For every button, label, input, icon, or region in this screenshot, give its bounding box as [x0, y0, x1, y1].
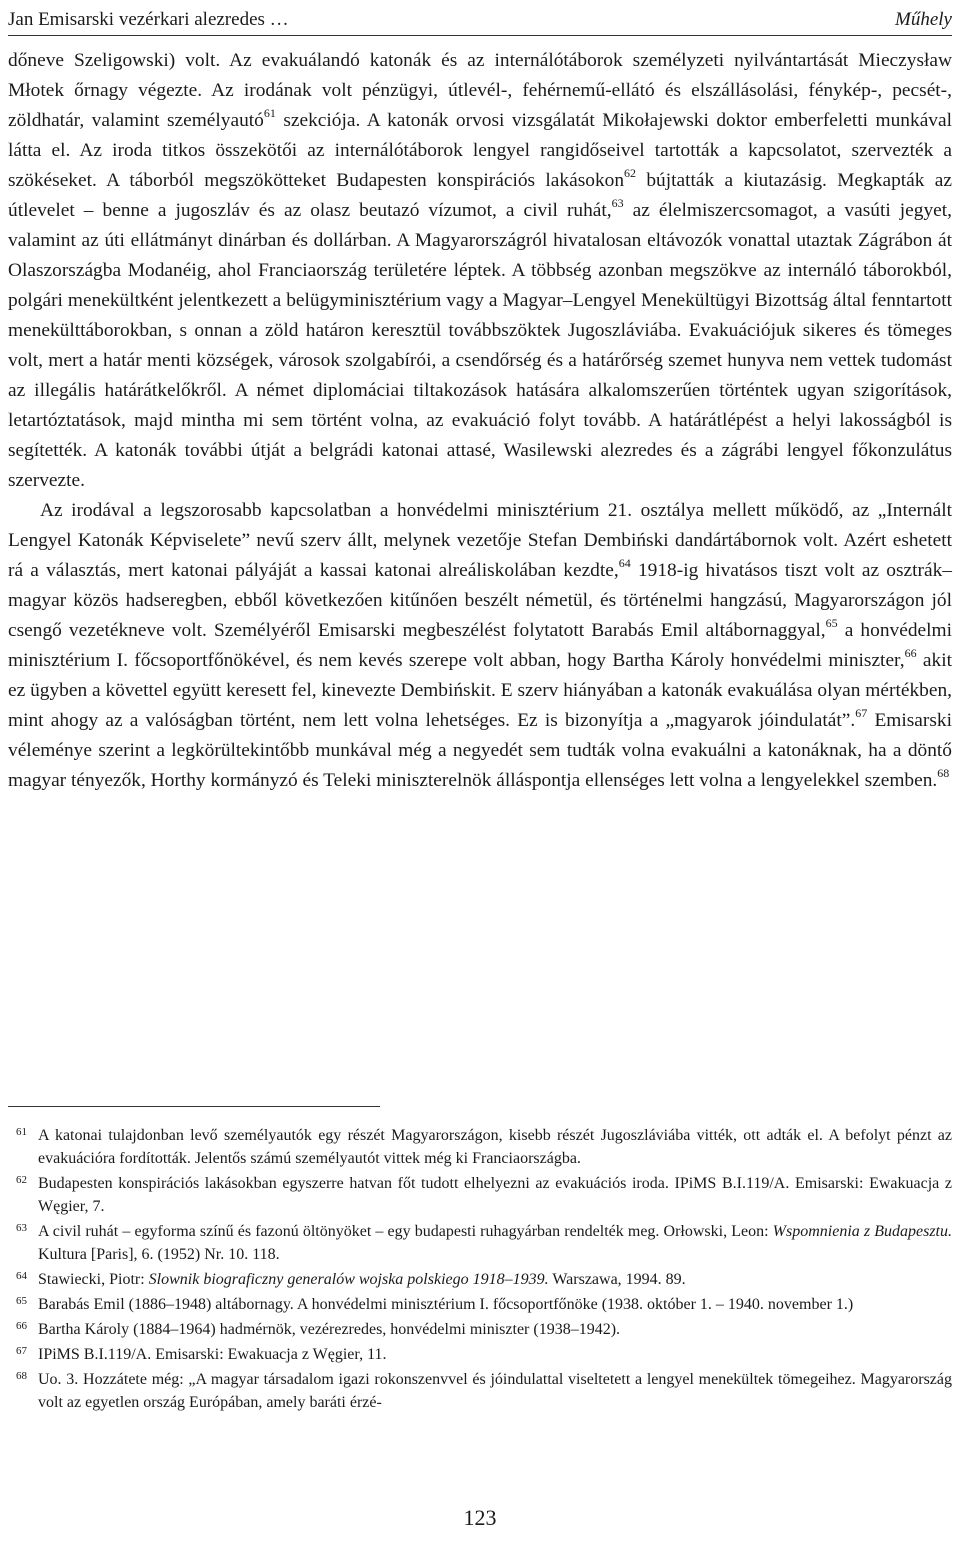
text-run: a honvédelmi minisztérium I. főcsoportfőnökével, és nem kevés szerepe volt abban, hogy Bartha Károly honvédelmi miniszter,: [8, 620, 952, 671]
source-title: Wspomnienia z Budapesztu.: [772, 1223, 953, 1240]
text-run: Emisarski véleménye szerint a legkörültekintőbb munkával még a negyedét sem tudták volna evakuálni a katonáknak, ha a döntő magyar tényezők, Horthy kormányzó és Teleki miniszterelnök álláspontja ellenséges lett volna a lengyelekkel szemben.: [8, 710, 953, 791]
text-run: akit ez ügyben a követtel együtt keresett fel, kinevezte Dembińskit. E szerv hiányában a katonák evakuálása olyan mértékben, mint ahogy az a valóságban történt, nem lett volna lehetséges. Ez is bizonyítja a „magyarok jóindulatát”.: [8, 650, 952, 731]
footnote-ref-62[interactable]: 62: [624, 165, 637, 180]
footnote-ref-64[interactable]: 64: [618, 555, 631, 570]
paragraph-1: [8, 46, 952, 496]
text-run: bújtatták a kiutazásig. Megkapták az útlevelet – benne a jugoszláv és az olasz beutazó vízumot, a civil ruhát,: [8, 170, 952, 221]
footnote-text: A katonai tulajdonban levő személyautók egy részét Magyarországon, kisebb részét Jugoszláviába vitték, ott adták el. A befolyt pénzt az evakuációra fordították. Jelentős számú személyautót vittek még ki Franciaországba.: [38, 1127, 952, 1167]
footnote-number: 66: [16, 1320, 27, 1332]
footnote-64: [8, 1268, 952, 1291]
footnote-text: Barabás Emil (1886–1948) altábornagy. A honvédelmi minisztérium I. főcsoportfőnöke (1938. október 1. – 1940. november 1.): [38, 1296, 854, 1313]
footnote-separator: [8, 1106, 380, 1107]
text-run: az élelmiszercsomagot, a vasúti jegyet, valamint az úti ellátmányt dinárban és dollárban. A Magyarországról hivatalosan eltávozók vonattal utaztak Zágrábon át Olaszországba Modanéig, ahol Franciaország területére léptek. A többség azonban megszökve az internáló táborokból, polgári menekültként jelentkezett a belügyminisztérium vagy a Magyar–Lengyel Menekültügyi Bizottság által fenntartott menekülttáborokban, s onnan a zöld határon keresztül továbbszöktek Jugoszláviába. Evakuációjuk sikeres és tömeges volt, mert a határ menti községek, városok szolgabírói, a csendőrség és a határőrség szemet hunyva nem vettek tudomást az illegális határátkelőkről. A német diplomáciai tiltakozások hatására alkalomszerűen történtek ugyan szigorítások, letartóztatások, majd mintha mi sem történt volna, az evakuáció folyt tovább. A határátlépést a helyi lakosságból is segítették. A katonák további útját a belgrádi katonai attasé, Wasilewski alezredes és a zágrábi lengyel főkonzulátus szervezte.: [8, 200, 952, 491]
text-run: 1918-ig hivatásos tiszt volt az osztrák–magyar közös hadseregben, ebből következően kitűnően beszélt németül, és történelmi hangzású, Magyarországon jól csengő vezetékneve volt. Személyéről Emisarski megbeszélést folytatott Barabás Emil altábornaggyal,: [8, 560, 952, 641]
text-run: Az irodával a legszorosabb kapcsolatban a honvédelmi minisztérium 21. osztálya mellett működő, az „Internált Lengyel Katonák Képviselete” nevű szerv állt, melynek vezetője Stefan Dembiński dandártábornok volt. Azért eshetett rá a választás, mert katonai pályáját a kassai katonai alreáliskolában kezdte,: [8, 500, 952, 581]
text-run: Warszawa, 1994. 89.: [548, 1271, 686, 1288]
text-run: Kultura [Paris], 6. (1952) Nr. 10. 118.: [38, 1246, 280, 1263]
footnote-text: Budapesten konspirációs lakásokban egyszerre hatvan főt tudott elhelyezni az evakuációs iroda. IPiMS B.I.119/A. Emisarski: Ewakuacja z Węgier, 7.: [38, 1175, 952, 1215]
footnote-ref-66[interactable]: 66: [904, 645, 917, 660]
footnote-text: Bartha Károly (1884–1964) hadmérnök, vezérezredes, honvédelmi miniszter (1938–1942).: [38, 1321, 621, 1338]
footnote-67: [8, 1343, 952, 1366]
source-title: Slownik biograficzny generalów wojska polskiego 1918–1939.: [148, 1271, 549, 1288]
footnote-63: [8, 1220, 952, 1266]
footnote-text: Uo. 3. Hozzátete még: „A magyar társadalom igazi rokonszenvvel és jóindulattal viseltetett a lengyel menekültek tömegeihez. Magyarország volt az egyetlen ország Európában, amely baráti érzé-: [38, 1371, 952, 1411]
footnote-66: [8, 1318, 952, 1341]
text-run: Stawiecki, Piotr:: [38, 1271, 149, 1288]
footnote-number: 67: [16, 1345, 27, 1357]
footnote-61: [8, 1124, 952, 1170]
footnote-number: 65: [16, 1295, 27, 1307]
footnote-65: [8, 1293, 952, 1316]
footnote-68: [8, 1368, 952, 1414]
footnote-ref-68[interactable]: 68: [937, 765, 950, 780]
text-run: dőneve Szeligowski) volt. Az evakuálandó katonák és az internálótáborok személyzeti nyilvántartását Mieczysław Młotek őrnagy végezte. Az irodának volt pénzügyi, útlevél-, fehérnemű-ellátó és elszállásolási, fénykép-, pecsét-, zöldhatár, valamint személyautó: [8, 50, 952, 131]
footnote-number: 61: [16, 1126, 27, 1138]
header-section: Műhely: [895, 9, 952, 30]
footnote-text: [38, 1220, 952, 1266]
running-header: [8, 6, 952, 36]
footnote-ref-63[interactable]: 63: [611, 195, 624, 210]
footnote-text: IPiMS B.I.119/A. Emisarski: Ewakuacja z Węgier, 11.: [38, 1346, 387, 1363]
main-text: [8, 46, 952, 796]
header-title: Jan Emisarski vezérkari alezredes …: [8, 9, 289, 30]
footnote-62: [8, 1172, 952, 1218]
footnote-ref-61[interactable]: 61: [263, 105, 276, 120]
paragraph-2: [8, 496, 952, 796]
footnotes: [8, 1124, 952, 1416]
text-run: A civil ruhát – egyforma színű és fazonú öltönyöket – egy budapesti ruhagyárban rendelték meg. Orłowski, Leon:: [38, 1223, 773, 1240]
page-number: 123: [463, 1505, 497, 1530]
footnote-text: [38, 1268, 952, 1291]
footnote-number: 63: [16, 1222, 27, 1234]
footnote-ref-67[interactable]: 67: [855, 705, 868, 720]
footnote-number: 68: [16, 1370, 27, 1382]
footnote-ref-65[interactable]: 65: [825, 615, 838, 630]
footnote-number: 64: [16, 1270, 27, 1282]
text-run: szekciója. A katonák orvosi vizsgálatát Mikołajewski doktor emberfeletti munkával látta el. Az iroda titkos összekötői az internálótáborok lengyel rangidőseivel tartották a kapcsolatot, szervezték a szökéseket. A táborból megszökötteket Budapesten konspirációs lakásokon: [8, 110, 952, 191]
footnote-number: 62: [16, 1174, 27, 1186]
